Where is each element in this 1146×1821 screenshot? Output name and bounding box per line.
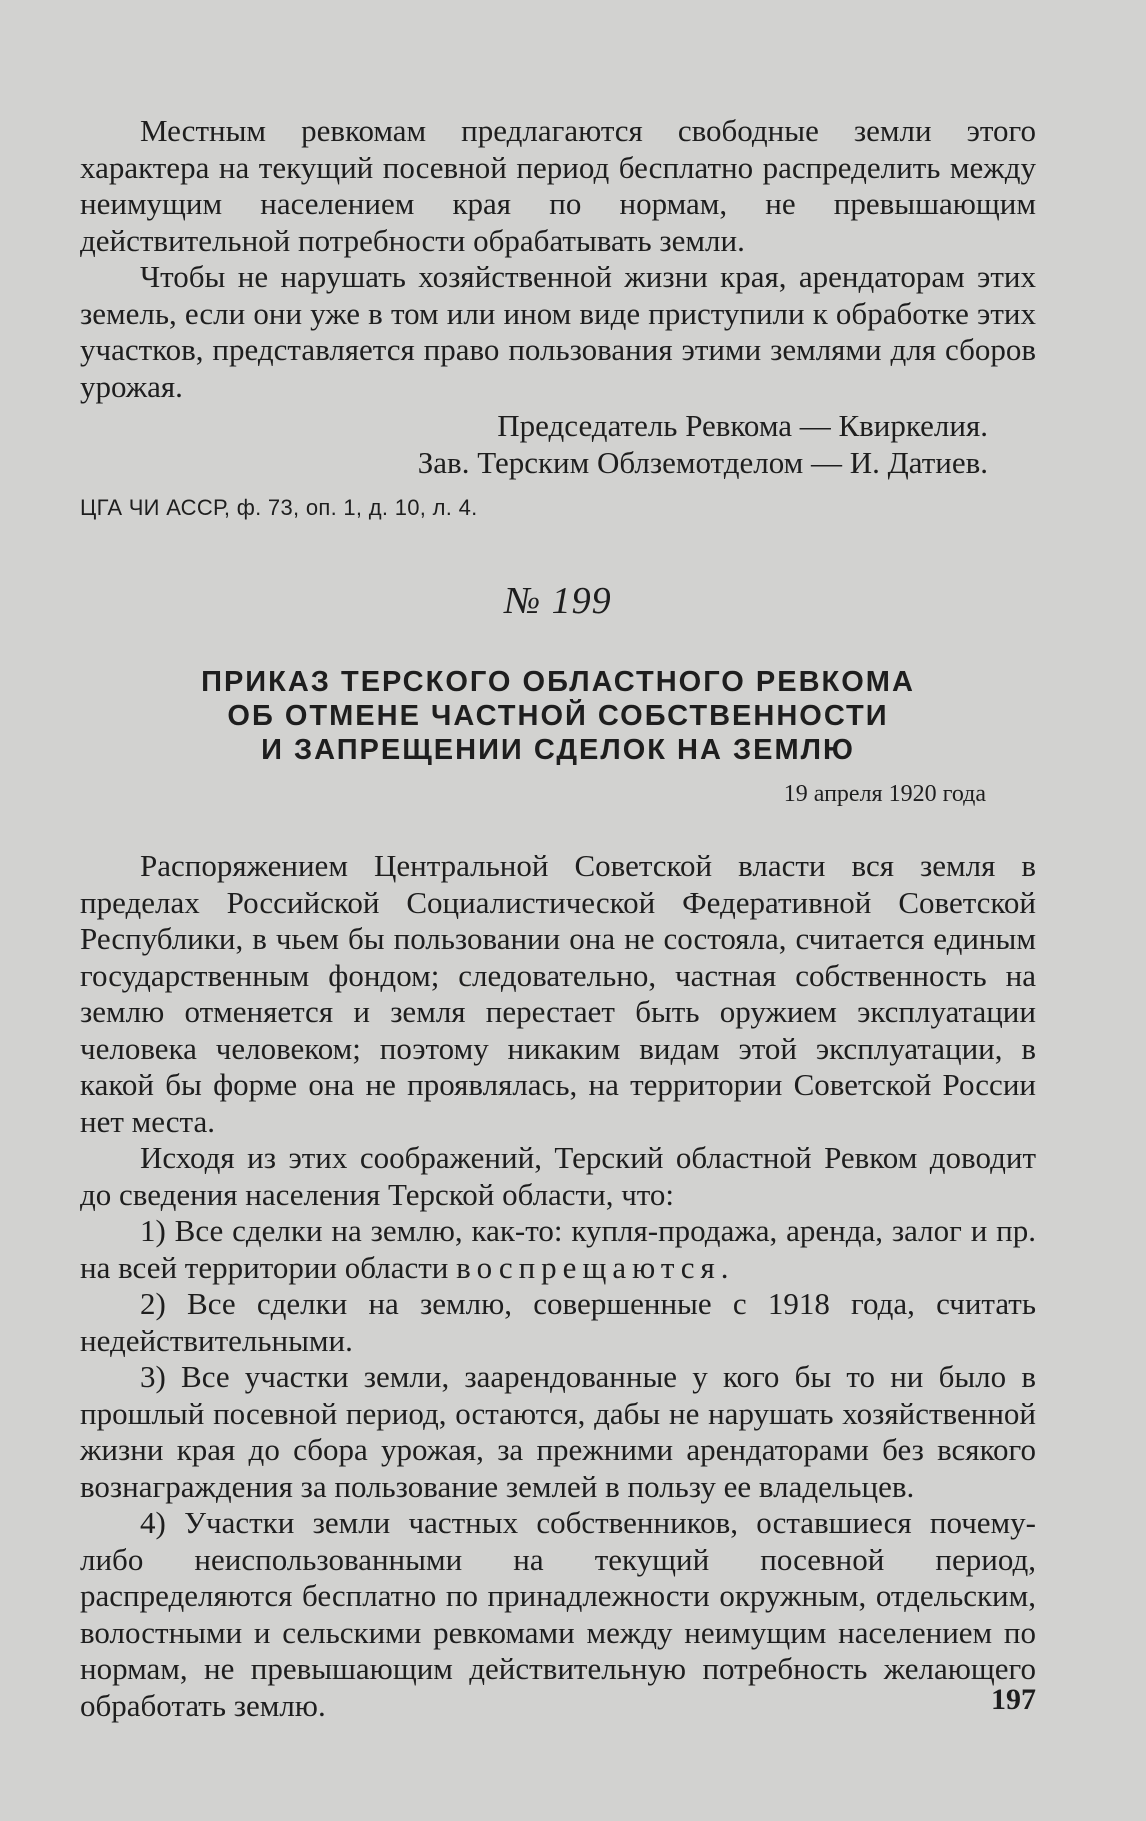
signature-block <box>80 408 1036 481</box>
archive-source: ЦГА ЧИ АССР, ф. 73, оп. 1, д. 10, л. 4. <box>80 495 478 520</box>
body-paragraph-2: Исходя из этих соображений, Терский областной Ревком доводит до сведения населения Терской области, что: <box>80 1140 1036 1212</box>
order-body <box>80 848 1036 1724</box>
body-item-1-end: . <box>720 1249 729 1285</box>
document-date: 19 апреля 1920 года <box>783 781 986 807</box>
signature-chairman: Председатель Ревкома — Квиркелия. <box>497 408 988 443</box>
page-number: 197 <box>991 1683 1036 1716</box>
title-line-1: ПРИКАЗ ТЕРСКОГО ОБЛАСТНОГО РЕВКОМА <box>201 666 915 698</box>
body-item-1-emphasis: воспрещаются <box>456 1249 721 1285</box>
intro-paragraph-1: Местным ревкомам предлагаются свободные земли этого характера на текущий посевной период бесплатно распределить между неимущим населением края по нормам, не превышающим действительной потребности обрабатывать земли. <box>80 113 1036 258</box>
title-line-2: ОБ ОТМЕНЕ ЧАСТНОЙ СОБСТВЕННОСТИ <box>227 700 889 732</box>
document-title <box>80 665 1036 767</box>
body-item-1 <box>80 1213 1036 1286</box>
document-number: № 199 <box>504 580 612 622</box>
body-item-3: 3) Все участки земли, заарендованные у кого бы то ни было в прошлый посевной период, остаются, дабы не нарушать хозяйственной жизни края до сбора урожая, за прежними арендаторами без всякого вознаграждения за пользование землей в пользу ее владельцев. <box>80 1359 1036 1504</box>
body-item-2: 2) Все сделки на землю, совершенные с 1918 года, считать недействительными. <box>80 1286 1036 1358</box>
title-line-3: И ЗАПРЕЩЕНИИ СДЕЛОК НА ЗЕМЛЮ <box>261 734 855 766</box>
body-item-4: 4) Участки земли частных собственников, оставшиеся почему-либо неиспользованными на текущий посевной период, распределяются бесплатно по принадлежности окружным, отдельским, волостными и сельскими ревкомами между неимущим населением по нормам, не превышающим действительную потребность желающего обработать землю. <box>80 1505 1036 1723</box>
body-item-1-text: 1) Все сделки на землю, как-то: купля-продажа, аренда, залог и пр. на всей территории области <box>80 1213 1036 1285</box>
intro-paragraph-2: Чтобы не нарушать хозяйственной жизни края, арендаторам этих земель, если они уже в том или ином виде приступили к обработке этих участков, представляется право пользования этими землями для сборов урожая. <box>80 259 1036 404</box>
body-paragraph-1: Распоряжением Центральной Советской власти вся земля в пределах Российской Социалистической Федеративной Советской Республики, в чьем бы пользовании она не состояла, считается единым государственным фондом; следовательно, частная собственность на землю отменяется и земля перестает быть оружием эксплуатации человека человеком; поэтому никаким видам этой эксплуатации, в какой бы форме она не проявлялась, на территории Советской России нет места. <box>80 848 1036 1139</box>
signature-head-land-dept: Зав. Терским Облземотделом — И. Датиев. <box>417 444 988 480</box>
